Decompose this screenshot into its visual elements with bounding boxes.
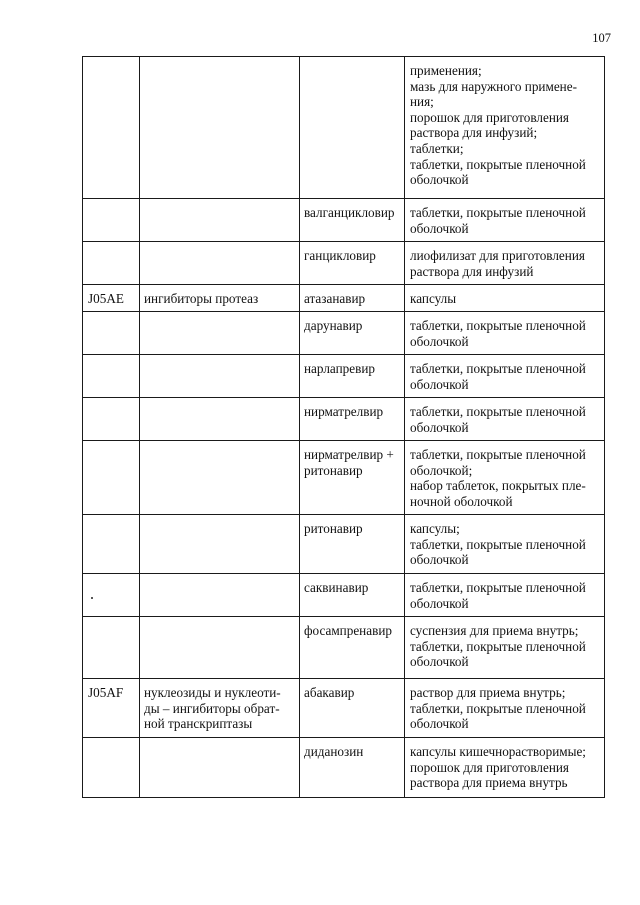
drug-name-cell xyxy=(300,515,405,574)
group-name-line: ды – ингибиторы обрат- xyxy=(144,700,280,716)
group-name-cell xyxy=(140,617,300,679)
dosage-form-line: суспензия для приема внутрь; xyxy=(410,623,579,638)
atc-code-cell xyxy=(83,574,140,617)
group-name-cell xyxy=(140,441,300,515)
group-name-cell xyxy=(140,398,300,441)
dosage-form-line: мазь для наружного примене- xyxy=(410,78,577,94)
atc-code-cell xyxy=(83,617,140,679)
page-number: 107 xyxy=(592,31,611,45)
dosage-form-line: таблетки, покрытые пленочной xyxy=(410,205,586,220)
drug-name-cell xyxy=(300,617,405,679)
drug-name-cell xyxy=(300,285,405,312)
table-row xyxy=(83,679,605,738)
drug-name-line: валганцикловир xyxy=(304,205,395,220)
drug-table xyxy=(82,56,605,798)
atc-code-cell xyxy=(83,312,140,355)
dosage-forms-cell xyxy=(405,574,605,617)
drug-name-line: нарлапревир xyxy=(304,361,375,376)
atc-code-cell xyxy=(83,199,140,242)
dosage-form-line: капсулы xyxy=(410,291,457,306)
dosage-form-line: таблетки, покрытые пленочной xyxy=(410,156,586,172)
dosage-forms-cell xyxy=(405,515,605,574)
dosage-forms-cell xyxy=(405,617,605,679)
drug-name-cell xyxy=(300,242,405,285)
group-name-cell xyxy=(140,515,300,574)
dosage-form-line: таблетки, покрытые пленочной xyxy=(410,361,586,376)
dosage-form-line: таблетки, покрытые пленочной xyxy=(410,447,586,462)
group-name-cell xyxy=(140,199,300,242)
atc-code: J05AF xyxy=(88,685,124,700)
dosage-form-line: оболочкой xyxy=(410,376,469,392)
dosage-forms-cell xyxy=(405,285,605,312)
atc-code-cell xyxy=(83,398,140,441)
drug-name-cell xyxy=(300,398,405,441)
group-name-cell xyxy=(140,355,300,398)
drug-name-cell xyxy=(300,441,405,515)
group-name-line: ной транскриптазы xyxy=(144,716,253,732)
drug-name-cell xyxy=(300,574,405,617)
table-row xyxy=(83,242,605,285)
atc-code-cell xyxy=(83,285,140,312)
table-row xyxy=(83,574,605,617)
group-name-cell xyxy=(140,242,300,285)
dosage-form-line: набор таблеток, покрытых пле- xyxy=(410,478,586,494)
dosage-forms-cell xyxy=(405,355,605,398)
dosage-form-line: ночной оболочкой xyxy=(410,493,513,509)
table-row xyxy=(83,515,605,574)
dosage-form-line: раствор для приема внутрь; xyxy=(410,685,566,700)
drug-name-cell xyxy=(300,738,405,798)
dosage-form-line: таблетки, покрытые пленочной xyxy=(410,318,586,333)
drug-name-line: ганцикловир xyxy=(304,248,376,263)
drug-name-cell xyxy=(300,679,405,738)
drug-name-cell xyxy=(300,57,405,199)
atc-code-cell xyxy=(83,355,140,398)
dosage-form-line: таблетки, покрытые пленочной xyxy=(410,536,586,552)
dosage-forms-cell xyxy=(405,738,605,798)
dosage-form-line: лиофилизат для приготовления xyxy=(410,248,585,263)
table-row xyxy=(83,738,605,798)
dosage-form-line: таблетки, покрытые пленочной xyxy=(410,404,586,419)
table-row xyxy=(83,355,605,398)
group-name-line: нуклеозиды и нуклеоти- xyxy=(144,685,281,700)
dosage-form-line: оболочкой; xyxy=(410,462,473,478)
table-row xyxy=(83,617,605,679)
atc-code-cell xyxy=(83,441,140,515)
dosage-form-line: раствора для инфузий; xyxy=(410,125,538,141)
dosage-form-line: оболочкой xyxy=(410,654,469,670)
dosage-form-line: применения; xyxy=(410,63,482,78)
dosage-form-line: оболочкой xyxy=(410,419,469,435)
drug-name-line: ритонавир xyxy=(304,521,363,536)
drug-name-line: дарунавир xyxy=(304,318,363,333)
dosage-forms-cell xyxy=(405,398,605,441)
atc-code-cell xyxy=(83,679,140,738)
atc-code: J05AE xyxy=(88,291,124,306)
table-row xyxy=(83,199,605,242)
dosage-form-line: таблетки, покрытые пленочной xyxy=(410,638,586,654)
drug-name-line: абакавир xyxy=(304,685,355,700)
dosage-form-line: порошок для приготовления xyxy=(410,109,570,125)
table-body xyxy=(83,57,605,798)
dosage-form-line: оболочкой xyxy=(410,595,469,611)
drug-name-line: нирматрелвир xyxy=(304,404,384,419)
drug-name-cell xyxy=(300,199,405,242)
dosage-form-line: оболочкой xyxy=(410,716,469,732)
dosage-form-line: оболочкой xyxy=(410,172,469,188)
table-row xyxy=(83,398,605,441)
table-row xyxy=(83,441,605,515)
atc-code-cell xyxy=(83,738,140,798)
table-row xyxy=(83,57,605,199)
group-name-cell xyxy=(140,285,300,312)
dosage-form-line: оболочкой xyxy=(410,333,469,349)
atc-code-cell xyxy=(83,515,140,574)
drug-name-line: ритонавир xyxy=(304,462,363,478)
drug-name-line: диданозин xyxy=(304,744,364,759)
group-name-cell xyxy=(140,312,300,355)
dosage-form-line: ния; xyxy=(410,94,434,110)
dosage-forms-cell xyxy=(405,312,605,355)
drug-name-line: саквинавир xyxy=(304,580,369,595)
drug-name-line: атазанавир xyxy=(304,291,366,306)
group-name-cell xyxy=(140,679,300,738)
dosage-form-line: капсулы; xyxy=(410,521,460,536)
group-name-cell xyxy=(140,574,300,617)
dosage-forms-cell xyxy=(405,441,605,515)
atc-code-cell xyxy=(83,57,140,199)
group-name-cell xyxy=(140,738,300,798)
dosage-form-line: таблетки; xyxy=(410,140,464,156)
dosage-forms-cell xyxy=(405,57,605,199)
atc-code-cell xyxy=(83,242,140,285)
stray-dot xyxy=(91,597,93,599)
group-name-cell xyxy=(140,57,300,199)
drug-name-line: фосампренавир xyxy=(304,623,392,638)
group-name-line: ингибиторы протеаз xyxy=(144,291,259,306)
dosage-forms-cell xyxy=(405,242,605,285)
table-row xyxy=(83,285,605,312)
dosage-form-line: раствора для приема внутрь xyxy=(410,775,568,791)
dosage-form-line: оболочкой xyxy=(410,220,469,236)
dosage-form-line: порошок для приготовления xyxy=(410,759,570,775)
dosage-forms-cell xyxy=(405,199,605,242)
table-row xyxy=(83,312,605,355)
dosage-forms-cell xyxy=(405,679,605,738)
dosage-form-line: оболочкой xyxy=(410,552,469,568)
dosage-form-line: таблетки, покрытые пленочной xyxy=(410,700,586,716)
dosage-form-line: капсулы кишечнорастворимые; xyxy=(410,744,586,759)
dosage-form-line: раствора для инфузий xyxy=(410,263,534,279)
dosage-form-line: таблетки, покрытые пленочной xyxy=(410,580,586,595)
drug-name-line: нирматрелвир + xyxy=(304,447,394,462)
drug-name-cell xyxy=(300,355,405,398)
drug-name-cell xyxy=(300,312,405,355)
